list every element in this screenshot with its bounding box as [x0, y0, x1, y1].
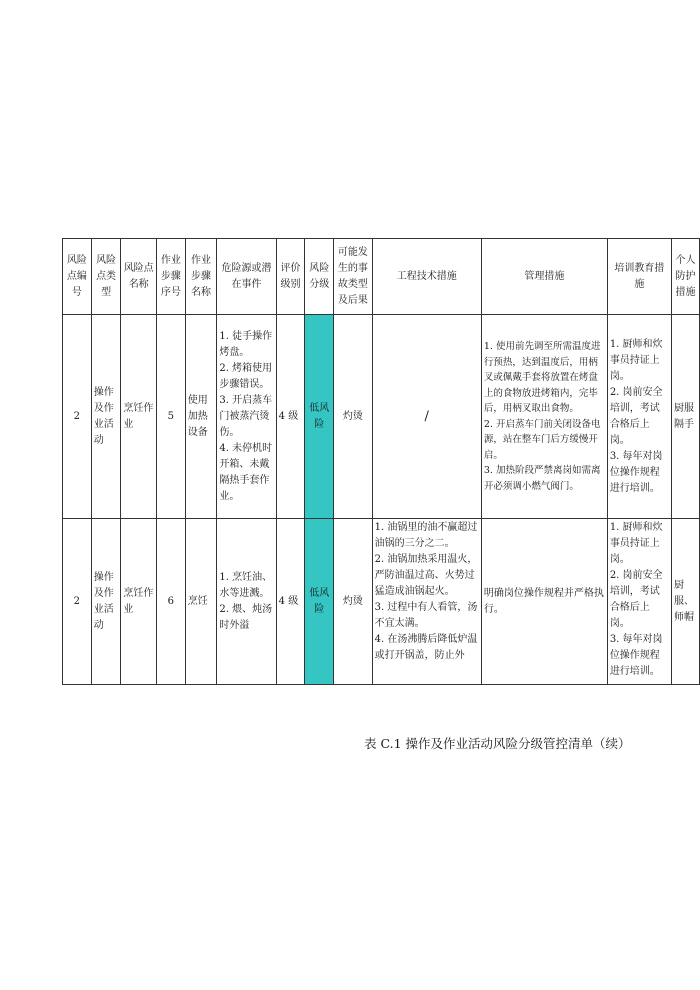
header-accident: 可能发生的事故类型及后果 [334, 239, 373, 315]
cell-engineering [372, 315, 481, 519]
cell-hazard [217, 315, 276, 519]
table-caption: 表 C.1 操作及作业活动风险分级管控清单（续） [364, 736, 631, 751]
header-name: 风险点名称 [121, 239, 157, 315]
cell-step-name: 使用加热设备 [185, 315, 217, 519]
cell-code: 2 [63, 519, 92, 685]
cell-training [607, 519, 671, 685]
cell-management [481, 315, 607, 519]
management-item: 1. 使用前先调至所需温度进行预热，达到温度后，用柄叉或佩戴手套将放置在烤盘上的食物放进烤箱内，完毕后，用柄叉取出食物。 [483, 341, 601, 414]
training-item: 3. 每年对岗位操作规程进行培训。 [609, 450, 663, 494]
header-code: 风险点编号 [63, 239, 92, 315]
hazard-item: 2. 烤箱使用步骤错误。 [219, 362, 273, 390]
header-step-name: 作业步骤名称 [185, 239, 217, 315]
header-hazard: 危险源或潜在事件 [217, 239, 276, 315]
cell-accident: 灼烫 [334, 519, 373, 685]
management-item: 2. 开启蒸车门前关闭设备电源，站在整车门后方缓慢开启。 [483, 418, 601, 461]
header-management: 管理措施 [481, 239, 607, 315]
cell-level-badge: 低风险 [305, 315, 334, 519]
cell-step-name: 烹饪 [185, 519, 217, 685]
table-header-row [63, 239, 700, 315]
hazard-item: 2. 煨、炖汤时外溢 [219, 603, 273, 631]
cell-management [481, 519, 607, 685]
table-row [63, 519, 700, 685]
cell-eval: 4 级 [276, 315, 305, 519]
header-level: 风险分级 [305, 239, 334, 315]
engineering-item: 3. 过程中有人看管，汤不宜太满。 [374, 602, 478, 629]
cell-code: 2 [63, 315, 92, 519]
management-item: 明确岗位操作规程并严格执行。 [483, 587, 604, 615]
cell-training [607, 315, 671, 519]
header-eval: 评价级别 [276, 239, 305, 315]
engineering-item: 1. 油锅里的油不赢超过油锅的三分之二。 [374, 522, 478, 549]
engineering-item: 4. 在汤沸腾后降低炉温或打开锅盖，防止外 [374, 634, 478, 661]
cell-level-badge: 低风险 [305, 519, 334, 685]
table-row [63, 315, 700, 519]
cell-step-no: 5 [156, 315, 185, 519]
cell-accident: 灼烫 [334, 315, 373, 519]
cell-engineering [372, 519, 481, 685]
training-item: 3. 每年对岗位操作规程进行培训。 [609, 634, 663, 677]
cell-eval: 4 级 [276, 519, 305, 685]
header-training: 培训教育措施 [607, 239, 671, 315]
training-item: 1. 厨师和炊事员持证上岗。 [609, 338, 663, 382]
cell-personal: 厨服隔手 [672, 315, 700, 519]
risk-control-table [62, 238, 700, 685]
header-step-no: 作业步骤序号 [156, 239, 185, 315]
engineering-item: 2. 油锅加热采用温火，严防油温过高、火势过猛造成油锅起火。 [374, 554, 478, 597]
training-item: 2. 岗前安全培训，考试合格后上岗。 [609, 570, 663, 629]
hazard-item: 1. 烹饪油、水等进溅。 [219, 571, 273, 599]
header-engineering: 工程技术措施 [372, 239, 481, 315]
cell-type: 操作及作业活动 [91, 519, 121, 685]
cell-personal: 厨服、师帽 [672, 519, 700, 685]
cell-name: 烹饪作业 [121, 519, 157, 685]
cell-step-no: 6 [156, 519, 185, 685]
cell-hazard [217, 519, 276, 685]
training-item: 2. 岗前安全培训，考试合格后上岗。 [609, 386, 663, 446]
engineering-item: / [424, 408, 429, 424]
hazard-item: 1. 徒手操作烤盘。 [219, 330, 273, 358]
hazard-item: 4. 未停机时开箱、未戴隔热手套作业。 [219, 442, 273, 502]
hazard-item: 3. 开启蒸车门被蒸汽烫伤。 [219, 394, 273, 438]
cell-name: 烹饪作业 [121, 315, 157, 519]
cell-type: 操作及作业活动 [91, 315, 121, 519]
header-type: 风险点类型 [91, 239, 121, 315]
training-item: 1. 厨师和炊事员持证上岗。 [609, 522, 663, 565]
header-personal: 个人防护措施 [672, 239, 700, 315]
management-item: 3. 加热阶段严禁离岗如需离开必须调小燃气阀门。 [483, 465, 601, 492]
